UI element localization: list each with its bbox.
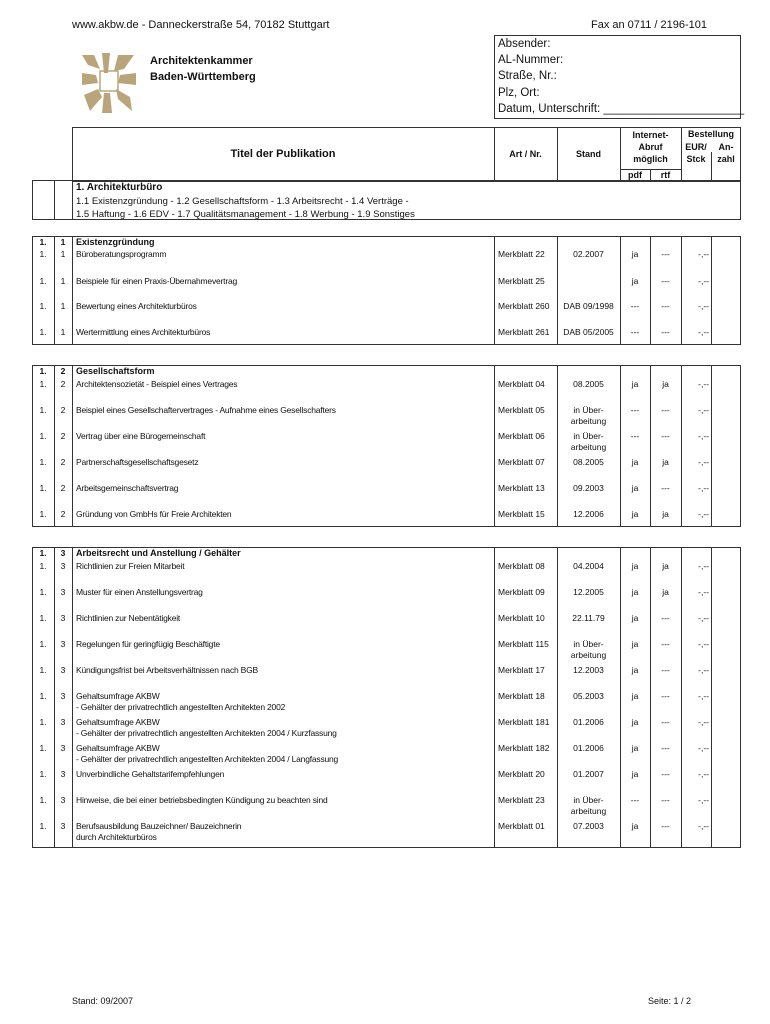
col-internet-line3: möglich [633,154,668,164]
row-rtf[interactable]: --- [661,769,670,779]
row-rtf[interactable]: --- [661,691,670,701]
row-num-b: 2 [60,405,66,415]
col-internet [620,129,681,165]
row-eur: -,-- [698,665,709,675]
row-art: Merkblatt 09 [498,587,545,597]
row-num-a: 1. [39,743,47,753]
row-eur: -,-- [698,743,709,753]
row-rtf[interactable]: --- [661,405,670,415]
sender-datum: Datum, Unterschrift: ______________________ [498,103,745,115]
row-stand: in Über- [573,405,604,415]
row-rtf[interactable]: ja [662,561,669,571]
row-num-a: 1. [39,509,47,519]
row-eur: -,-- [698,457,709,467]
row-title[interactable]: Partnerschaftsgesellschaftsgesetz [76,457,199,467]
sender-al-nummer: AL-Nummer: [498,54,564,66]
row-stand: 12.2006 [573,509,604,519]
row-num-a: 1. [39,301,47,311]
row-num-b: 3 [60,821,66,831]
row-num-a: 1. [39,639,47,649]
col-anzahl-line1: An- [718,142,734,152]
row-stand: DAB 05/2005 [563,327,614,337]
row-title[interactable]: Unverbindliche Gehaltstarifempfehlungen [76,769,225,779]
row-quantity-field[interactable] [712,404,740,416]
row-stand: in Über- [573,431,604,441]
row-art: Merkblatt 260 [498,301,550,311]
row-art: Merkblatt 17 [498,665,545,675]
col-title: Titel der Publikation [230,148,336,160]
row-num-b: 3 [60,613,66,623]
row-title[interactable]: Berufsausbildung Bauzeichner/ Bauzeichnerin [76,821,242,831]
grid-line [72,547,73,848]
grid-line [494,365,495,527]
row-art: Merkblatt 23 [498,795,545,805]
row-eur: -,-- [698,639,709,649]
row-pdf[interactable]: ja [631,821,639,831]
row-stand-line2: arbeitung [570,806,607,816]
row-quantity-field[interactable] [712,768,740,780]
row-quantity-field[interactable] [712,794,740,806]
col-internet-line2: Abruf [638,142,663,152]
row-eur: -,-- [698,276,709,286]
row-quantity-field[interactable] [712,482,740,494]
row-title[interactable]: Bewertung eines Architekturbüros [76,301,197,311]
row-num-a: 1. [39,691,47,701]
row-pdf[interactable]: ja [631,249,639,259]
row-stand: 08.2005 [573,457,604,467]
row-rtf[interactable]: --- [661,327,670,337]
row-art: Merkblatt 25 [498,276,545,286]
row-num-b: 3 [60,795,66,805]
row-rtf[interactable]: ja [662,457,669,467]
row-eur: -,-- [698,795,709,805]
row-quantity-field[interactable] [712,560,740,572]
row-num-a: 1. [39,327,47,337]
row-pdf[interactable]: --- [630,301,640,311]
row-rtf[interactable]: --- [661,821,670,831]
row-eur: -,-- [698,587,709,597]
group-title: Existenzgründung [76,237,155,247]
row-title[interactable]: Muster für einen Anstellungsvertrag [76,587,203,597]
row-num-a: 1. [39,613,47,623]
row-pdf[interactable]: ja [631,483,639,493]
row-rtf[interactable]: --- [661,743,670,753]
row-title[interactable]: Gehaltsumfrage AKBW [76,717,160,727]
col-anzahl [711,141,741,165]
row-quantity-field[interactable] [712,638,740,650]
row-rtf[interactable]: --- [661,639,670,649]
row-num-a: 1. [39,379,47,389]
row-stand: 01.2006 [573,743,604,753]
row-num-a: 1. [39,821,47,831]
row-rtf[interactable]: ja [662,587,669,597]
row-eur: -,-- [698,821,709,831]
group-num-a: 1. [39,366,47,376]
row-title[interactable]: Arbeitsgemeinschaftsvertrag [76,483,179,493]
header-fax: Fax an 0711 / 2196-101 [591,19,707,31]
row-stand: 07.2003 [573,821,604,831]
row-stand: 09.2003 [573,483,604,493]
row-pdf[interactable]: ja [631,769,639,779]
group-title: Gesellschaftsform [76,366,155,376]
group-num-a: 1. [39,548,47,558]
col-eur [681,141,711,165]
row-num-b: 2 [60,483,66,493]
row-eur: -,-- [698,561,709,571]
row-num-b: 1 [60,276,66,286]
row-subtitle: durch Architekturbüros [76,832,157,842]
row-num-b: 3 [60,587,66,597]
row-num-b: 2 [60,509,66,519]
group-num-b: 2 [60,366,66,376]
row-art: Merkblatt 08 [498,561,545,571]
row-num-b: 3 [60,769,66,779]
akbw-logo-icon [80,51,138,115]
row-num-a: 1. [39,249,47,259]
row-quantity-field[interactable] [712,742,740,754]
row-num-a: 1. [39,457,47,467]
row-eur: -,-- [698,431,709,441]
row-num-a: 1. [39,276,47,286]
row-eur: -,-- [698,483,709,493]
row-title[interactable]: Regelungen für geringfügig Beschäftigte [76,639,220,649]
row-art: Merkblatt 13 [498,483,545,493]
row-stand: 12.2005 [573,587,604,597]
col-internet-line1: Internet- [632,130,669,140]
row-num-a: 1. [39,431,47,441]
row-quantity-field[interactable] [712,508,740,520]
row-num-b: 3 [60,665,66,675]
row-stand: 05.2003 [573,691,604,701]
row-quantity-field[interactable] [712,664,740,676]
row-art: Merkblatt 181 [498,717,550,727]
row-quantity-field[interactable] [712,456,740,468]
row-eur: -,-- [698,405,709,415]
row-eur: -,-- [698,509,709,519]
row-quantity-field[interactable] [712,690,740,702]
row-quantity-field[interactable] [712,430,740,442]
row-stand: in Über- [573,795,604,805]
row-pdf[interactable]: ja [631,743,639,753]
row-num-a: 1. [39,769,47,779]
row-title[interactable]: Gründung von GmbHs für Freie Architekten [76,509,232,519]
row-quantity-field[interactable] [712,378,740,390]
row-num-b: 2 [60,457,66,467]
grid-line [72,236,73,345]
row-pdf[interactable]: ja [631,613,639,623]
footer-stand: Stand: 09/2007 [72,996,134,1006]
row-pdf[interactable]: ja [631,276,639,286]
row-art: Merkblatt 04 [498,379,545,389]
col-art: Art / Nr. [509,149,542,159]
row-num-b: 3 [60,561,66,571]
row-num-b: 1 [60,327,66,337]
row-stand: 12.2003 [573,665,604,675]
row-eur: -,-- [698,717,709,727]
row-pdf[interactable]: ja [631,639,639,649]
row-art: Merkblatt 115 [498,639,549,649]
row-num-b: 3 [60,743,66,753]
row-title[interactable]: Richtlinien zur Freien Mitarbeit [76,561,185,571]
sender-absender: Absender: [498,38,551,50]
row-num-a: 1. [39,405,47,415]
row-eur: -,-- [698,769,709,779]
intro-line1: 1.1 Existenzgründung - 1.2 Gesellschaftsform - 1.3 Arbeitsrecht - 1.4 Verträge - [76,196,409,207]
row-quantity-field[interactable] [712,612,740,624]
row-pdf[interactable]: --- [630,795,640,805]
row-rtf[interactable]: --- [661,431,670,441]
col-eur-line1: EUR/ [685,142,707,152]
group-num-b: 3 [60,548,66,558]
row-num-b: 3 [60,691,66,701]
row-title[interactable]: Hinweise, die bei einer betriebsbedingten Kündigung zu beachten sind [76,795,328,805]
row-stand-line2: arbeitung [570,442,607,452]
row-pdf[interactable]: --- [630,431,640,441]
row-art: Merkblatt 182 [498,743,550,753]
row-pdf[interactable]: --- [630,327,640,337]
row-stand: 01.2006 [573,717,604,727]
row-rtf[interactable]: --- [661,249,670,259]
row-pdf[interactable]: ja [631,561,639,571]
row-title[interactable]: Richtlinien zur Nebentätigkeit [76,613,181,623]
row-eur: -,-- [698,613,709,623]
row-rtf[interactable]: --- [661,717,670,727]
grid-line [72,365,73,527]
row-pdf[interactable]: ja [631,665,639,675]
col-pdf: pdf [628,170,642,180]
row-quantity-field[interactable] [712,275,740,287]
row-title[interactable]: Büroberatungsprogramm [76,249,167,259]
group-num-b: 1 [60,237,66,247]
row-art: Merkblatt 18 [498,691,545,701]
row-title[interactable]: Kündigungsfrist bei Arbeitsverhältnissen nach BGB [76,665,259,675]
row-title[interactable]: Beispiele für einen Praxis-Übernahmevertrag [76,276,238,286]
row-num-b: 1 [60,301,66,311]
row-num-b: 3 [60,717,66,727]
row-stand-line2: arbeitung [570,650,607,660]
row-pdf[interactable]: ja [631,379,639,389]
row-num-a: 1. [39,483,47,493]
col-anzahl-line2: zahl [717,154,735,164]
row-num-a: 1. [39,561,47,571]
row-num-a: 1. [39,587,47,597]
row-art: Merkblatt 261 [498,327,550,337]
row-rtf[interactable]: ja [662,379,669,389]
intro-title: 1. Architekturbüro [76,182,163,193]
row-title[interactable]: Beispiel eines Gesellschaftervertrages - Aufnahme eines Gesellschafters [76,405,336,415]
row-quantity-field[interactable] [712,300,740,312]
sender-plz: Plz, Ort: [498,87,540,99]
org-name-line2: Baden-Württemberg [150,71,256,83]
row-art: Merkblatt 01 [498,821,545,831]
row-eur: -,-- [698,327,709,337]
row-rtf[interactable]: --- [661,276,670,286]
row-num-b: 1 [60,249,66,259]
row-rtf[interactable]: --- [661,665,670,675]
footer-seite: Seite: 1 / 2 [648,996,692,1006]
row-title[interactable]: Vertrag über eine Bürogemeinschaft [76,431,206,441]
org-name-line1: Architektenkammer [150,55,253,67]
col-rtf: rtf [660,170,671,180]
sender-strasse: Straße, Nr.: [498,70,557,82]
row-pdf[interactable]: ja [631,587,639,597]
row-stand: DAB 09/1998 [563,301,614,311]
row-rtf[interactable]: --- [661,795,670,805]
row-quantity-field[interactable] [712,820,740,832]
row-art: Merkblatt 22 [498,249,545,259]
row-stand-line2: arbeitung [570,416,607,426]
row-eur: -,-- [698,379,709,389]
row-rtf[interactable]: --- [661,613,670,623]
group-title: Arbeitsrecht und Anstellung / Gehälter [76,548,241,558]
row-rtf[interactable]: ja [662,509,669,519]
row-num-a: 1. [39,717,47,727]
group-num-a: 1. [39,237,47,247]
row-stand: 02.2007 [573,249,604,259]
row-title[interactable]: Gehaltsumfrage AKBW [76,743,160,753]
row-quantity-field[interactable] [712,716,740,728]
row-stand: 01.2007 [573,769,604,779]
row-title[interactable]: Architektensozietät - Beispiel eines Vertrages [76,379,238,389]
row-eur: -,-- [698,249,709,259]
intro-line2: 1.5 Haftung - 1.6 EDV - 1.7 Qualitätsmanagement - 1.8 Werbung - 1.9 Sonstiges [76,209,415,219]
row-quantity-field[interactable] [712,248,740,260]
row-subtitle: - Gehälter der privatrechtlich angestellten Architekten 2004 / Langfassung [76,754,339,764]
row-stand: 22.11.79 [572,613,605,623]
header-address: www.akbw.de - Danneckerstraße 54, 70182 Stuttgart [72,19,330,31]
row-pdf[interactable]: ja [631,717,639,727]
row-art: Merkblatt 20 [498,769,545,779]
row-num-a: 1. [39,665,47,675]
row-num-b: 2 [60,431,66,441]
row-rtf[interactable]: --- [661,301,670,311]
row-num-b: 3 [60,639,66,649]
row-art: Merkblatt 06 [498,431,545,441]
row-stand: 04.2004 [573,561,604,571]
row-pdf[interactable]: ja [631,457,639,467]
row-num-a: 1. [39,795,47,805]
row-art: Merkblatt 05 [498,405,545,415]
grid-line [494,547,495,848]
row-num-b: 2 [60,379,66,389]
row-eur: -,-- [698,301,709,311]
row-title[interactable]: Wertermittlung eines Architekturbüros [76,327,211,337]
col-stand: Stand [575,149,601,159]
col-bestellung: Bestellung [687,129,734,139]
row-pdf[interactable]: ja [631,509,639,519]
row-quantity-field[interactable] [712,586,740,598]
row-quantity-field[interactable] [712,326,740,338]
row-pdf[interactable]: --- [630,405,640,415]
row-pdf[interactable]: ja [631,691,639,701]
row-stand: in Über- [573,639,604,649]
row-subtitle: - Gehälter der privatrechtlich angestellten Architekten 2004 / Kurzfassung [76,728,337,738]
row-eur: -,-- [698,691,709,701]
row-title[interactable]: Gehaltsumfrage AKBW [76,691,160,701]
row-stand: 08.2005 [573,379,604,389]
row-subtitle: - Gehälter der privatrechtlich angestellten Architekten 2002 [76,702,286,712]
col-eur-line2: Stck [686,154,706,164]
row-art: Merkblatt 15 [498,509,545,519]
row-rtf[interactable]: --- [661,483,670,493]
row-art: Merkblatt 10 [498,613,545,623]
row-art: Merkblatt 07 [498,457,545,467]
grid-line [494,236,495,345]
